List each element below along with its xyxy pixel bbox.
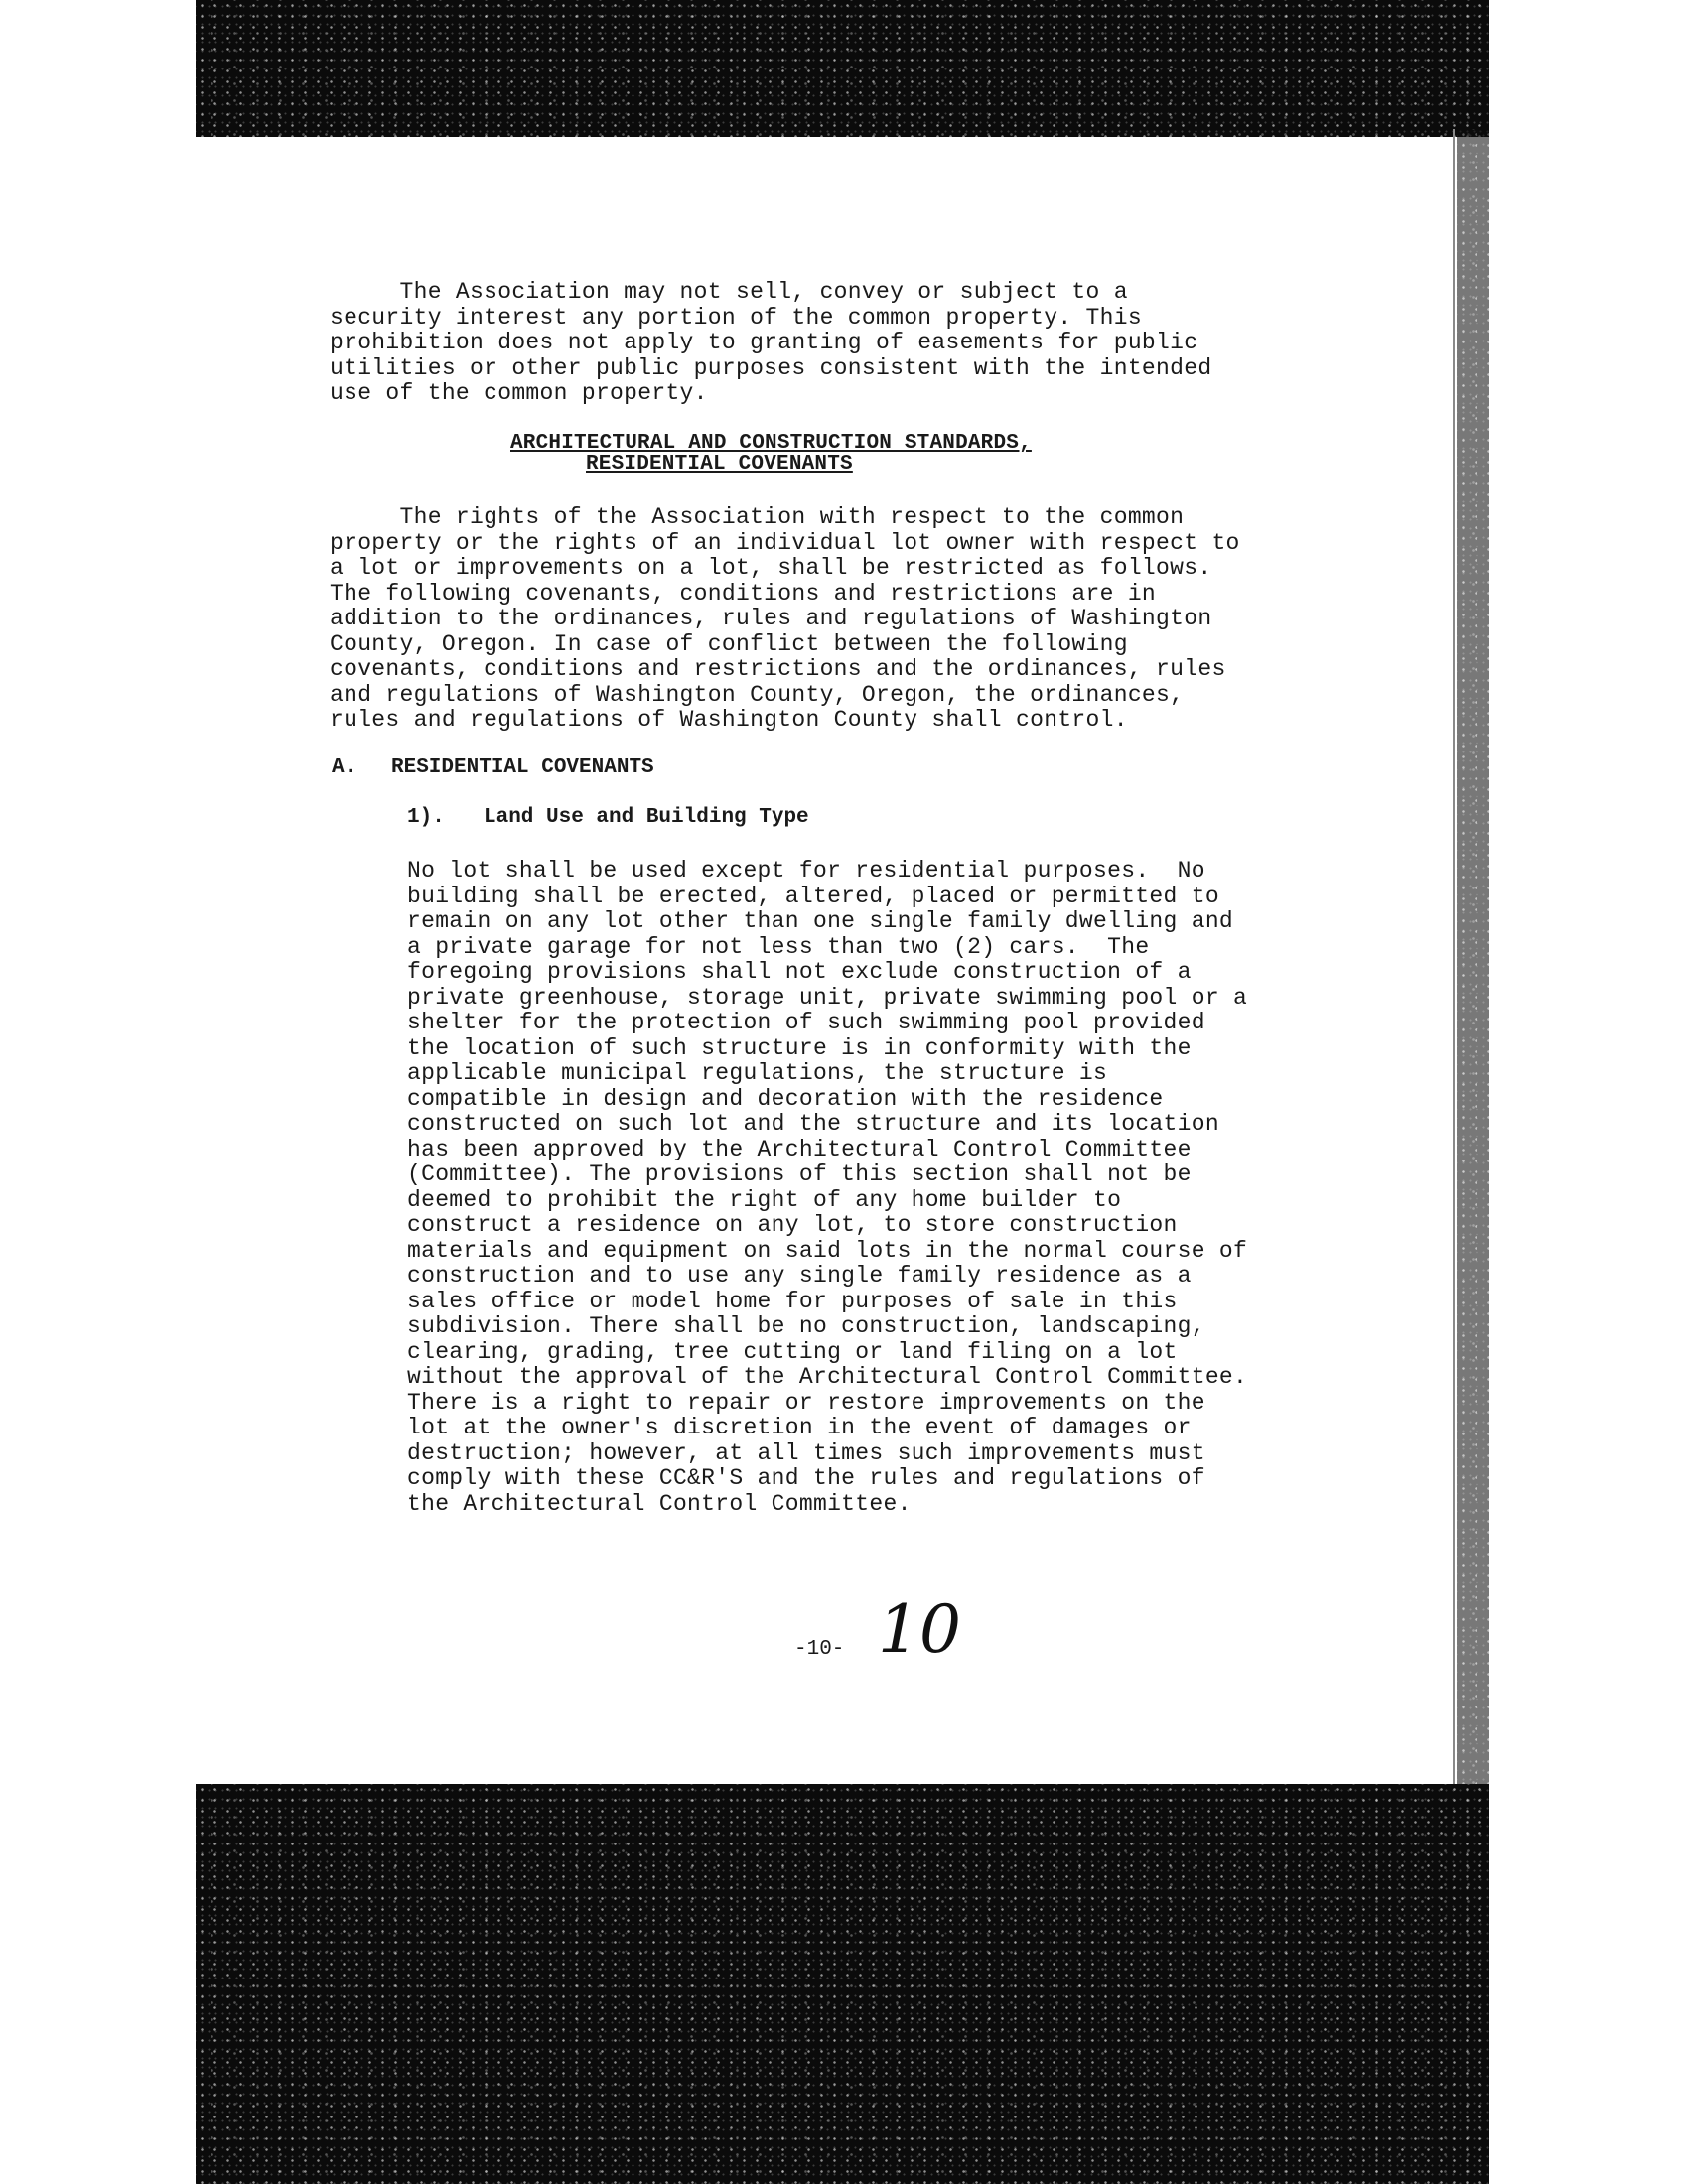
land-use-paragraph: No lot shall be used except for residential purposes. No building shall be erected, altered, placed or permitted to remain on any lot other than one single family dwelling and a private garage for not less than two (2) cars. The foregoing provisions shall not exclude construction of a private greenhouse, storage unit, private swimming pool or a shelter for the protection of such swimming pool provided the location of such structure is in conformity with the applicable municipal regulations, the structure is compatible in design and decoration with the residence constructed on such lot and the structure and its location has been approved by the Architectural Control Committee (Committee). The provisions of this section shall not be deemed to prohibit the right of any home builder to construct a residence on any lot, to store construction materials and equipment on said lots in the normal course of construction and to use any single family residence as a sales office or model home for purposes of sale in this subdivision. There shall be no construction, landscaping, clearing, grading, tree cutting or land filing on a lot without the approval of the Architectural Control Committee. There is a right to repair or restore improvements on the lot at the owner's discretion in the event of damages or destruction; however, at all times such improvements must comply with these CC&R'S and the rules and regulations of the Architectural Control Committee. [407, 858, 1248, 1517]
section-heading-line-1: ARCHITECTURAL AND CONSTRUCTION STANDARDS, [510, 432, 1032, 455]
scan-border-top [196, 0, 1489, 137]
section-a-title: RESIDENTIAL COVENANTS [391, 756, 654, 779]
section-a-label: A. [332, 756, 357, 779]
page-edge [1453, 129, 1455, 1787]
page-number: -10- [794, 1638, 845, 1661]
handwritten-page-number-text: 10 [878, 1591, 961, 1668]
section-heading-line-2: RESIDENTIAL COVENANTS [586, 453, 853, 476]
scan-border-right [1457, 129, 1489, 1792]
handwritten-page-number [874, 1588, 993, 1668]
scan-border-bottom [196, 1784, 1489, 2184]
subsection-1-number: 1). [407, 806, 445, 829]
rights-paragraph: The rights of the Association with respect to the common property or the rights of an individual lot owner with respect to a lot or improvements on a lot, shall be restricted as follows. The following covenants, conditions and restrictions are in addition to the ordinances, rules and regulations of Washington County, Oregon. In case of conflict between the following covenants, conditions and restrictions and the ordinances, rules and regulations of Washington County, Oregon, the ordinances, rules and regulations of Washington County shall control. [330, 504, 1240, 733]
intro-paragraph: The Association may not sell, convey or subject to a security interest any portion of the common property. This prohibition does not apply to granting of easements for public utilities or other public purposes consistent with the intended use of the common property. [330, 279, 1212, 406]
subsection-1-title: Land Use and Building Type [484, 806, 809, 829]
